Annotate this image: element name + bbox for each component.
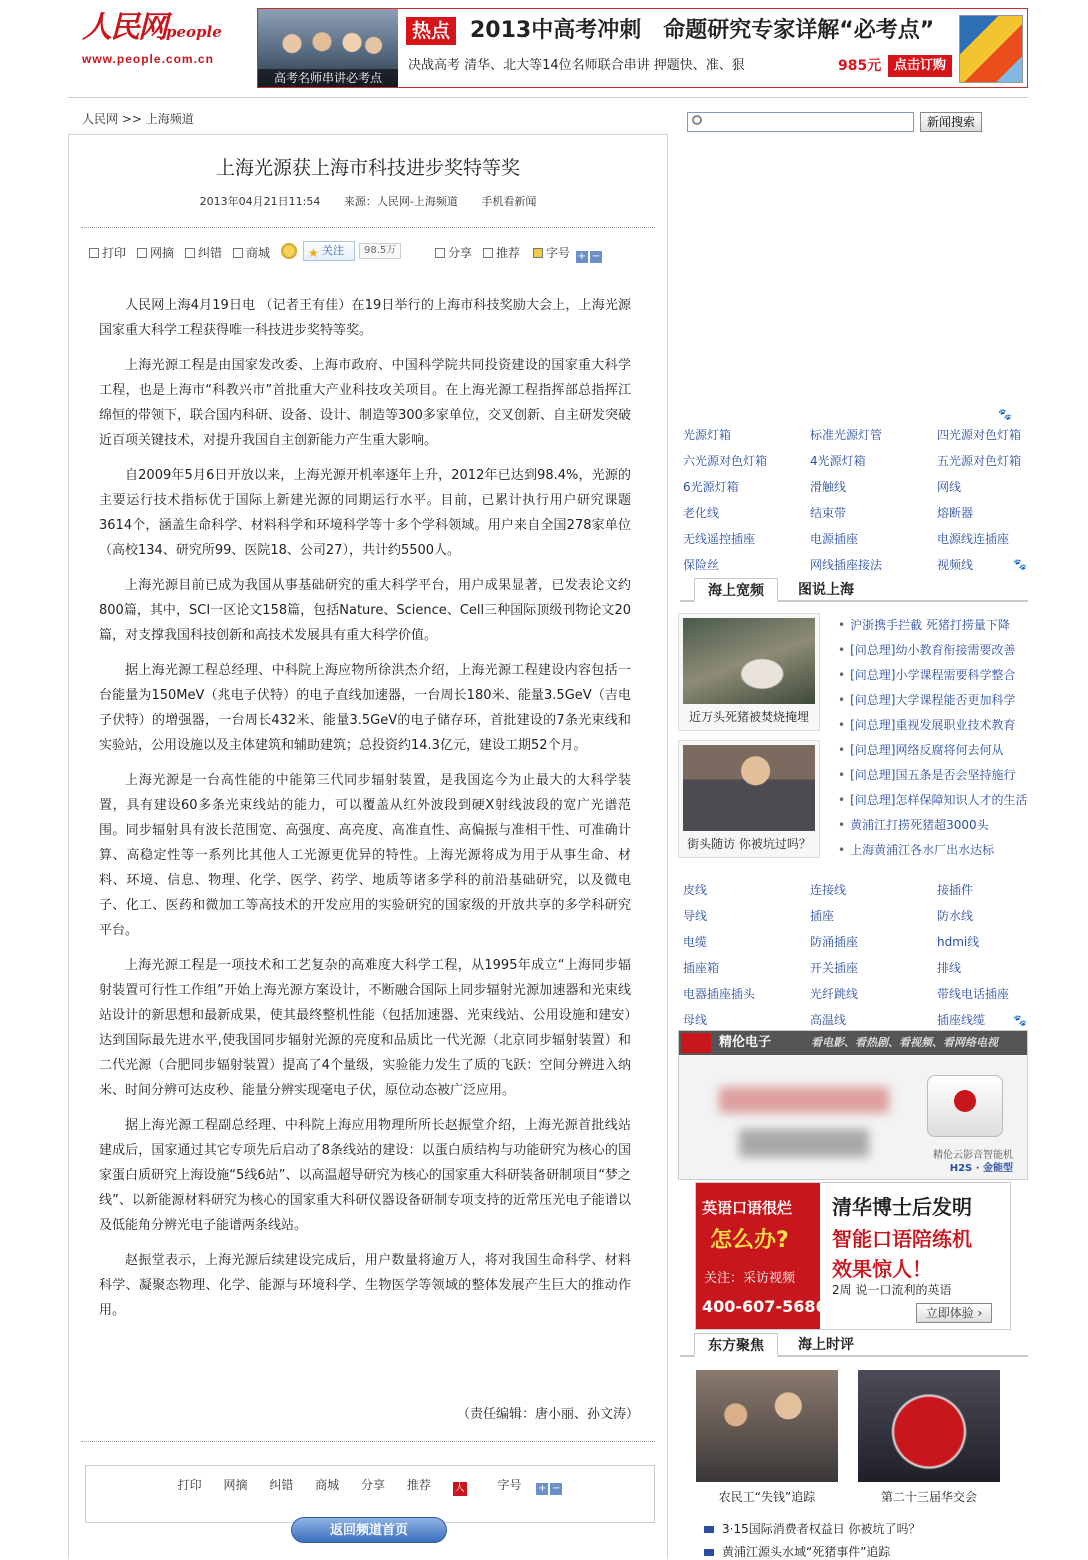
- product-link[interactable]: 皮线: [683, 883, 708, 897]
- article-panel: [68, 134, 668, 1559]
- font-decrease-button[interactable]: −: [552, 1483, 561, 1494]
- banner-photo-caption: 高考名师串讲必考点: [258, 69, 398, 87]
- news-link[interactable]: • [问总理]怎样保障知识人才的生活: [838, 791, 1027, 808]
- product-link[interactable]: 老化线: [683, 506, 720, 520]
- web-digest-button[interactable]: 网摘: [137, 244, 174, 261]
- photo-card[interactable]: [858, 1370, 1000, 1510]
- logo-brand: 人民网people: [82, 10, 222, 45]
- article-toolbar: [89, 241, 649, 263]
- people-logo[interactable]: [82, 10, 242, 70]
- paw-icon: 🐾: [1013, 1014, 1027, 1027]
- report-error-button[interactable]: 纠错: [185, 244, 222, 261]
- product-link[interactable]: 电缆: [683, 935, 708, 949]
- jinglun-logo: [681, 1033, 711, 1053]
- trade-fair-photo: [858, 1370, 1000, 1482]
- banner-subtitle: 决战高考 清华、北大等14位名师联合串讲 押题快、准、狠: [408, 58, 745, 73]
- share-button[interactable]: 分享: [435, 244, 472, 261]
- product-link[interactable]: 网线: [937, 480, 962, 494]
- ad-text: 2周 说一口流利的英语: [832, 1283, 952, 1297]
- blurred-text: [719, 1087, 889, 1113]
- print-button[interactable]: 打印: [89, 244, 126, 261]
- product-link[interactable]: 标准光源灯管: [810, 428, 883, 442]
- mail-icon: [483, 248, 493, 258]
- device-model: H2S · 金能型: [949, 1163, 1013, 1174]
- font-icon: [533, 248, 543, 258]
- focus-tabs: [680, 1333, 1028, 1357]
- product-link[interactable]: 带线电话插座: [937, 987, 1010, 1001]
- report-error-button[interactable]: 纠错: [269, 1478, 294, 1492]
- search-input[interactable]: [687, 112, 914, 132]
- product-link[interactable]: 五光源对色灯箱: [937, 454, 1022, 468]
- article-meta: [69, 193, 667, 209]
- product-link[interactable]: 六光源对色灯箱: [683, 454, 768, 468]
- ad-header: 精伦电子 看电影、看热剧、看视频、看网络电视: [679, 1031, 1027, 1055]
- tab-photo-shanghai[interactable]: 图说上海: [798, 582, 854, 598]
- photo-card[interactable]: [678, 740, 820, 858]
- product-link[interactable]: 母线: [683, 1013, 708, 1027]
- article-source[interactable]: 来源：人民网-上海频道: [343, 195, 458, 208]
- news-link[interactable]: • 沪浙携手拦截 死猪打捞量下降: [838, 616, 1010, 633]
- logo-url: www.people.com.cn: [82, 52, 214, 66]
- article-paragraph: 人民网上海4月19日电 （记者王有佳）在19日举行的上海市科技奖励大会上，上海光源国家重大科学工程获得唯一科技进步奖特等奖。: [99, 298, 631, 338]
- order-button[interactable]: 点击订购: [888, 55, 952, 77]
- news-link[interactable]: • [问总理]网络反腐将何去何从: [838, 741, 1003, 758]
- product-link[interactable]: 排线: [937, 961, 962, 975]
- follow-count: 98.5万: [359, 243, 401, 259]
- product-link[interactable]: 插座箱: [683, 961, 720, 975]
- dotted-divider: [81, 1441, 655, 1442]
- news-link[interactable]: • [问总理]大学课程能否更加科学: [838, 691, 1015, 708]
- product-link[interactable]: 导线: [683, 909, 708, 923]
- product-link[interactable]: 6光源灯箱: [683, 480, 739, 494]
- dotted-divider: [81, 227, 655, 228]
- device-label: 精伦云影音智能机: [933, 1150, 1013, 1161]
- follow-button[interactable]: ★ 关注: [303, 241, 355, 261]
- product-link[interactable]: 结束带: [810, 506, 847, 520]
- device-image: [927, 1075, 1003, 1137]
- medal-icon[interactable]: [281, 243, 297, 259]
- recommend-button[interactable]: 推荐: [406, 1478, 431, 1492]
- banner-price: 985元: [838, 58, 882, 74]
- responsible-editor: （责任编辑：唐小丽、孙文涛）: [456, 1407, 639, 1422]
- article-paragraph: 上海光源工程是由国家发改委、上海市政府、中国科学院共同投资建设的国家重大科学工程，也是上海市“科教兴市”首批重大产业科技攻关项目。在上海光源工程指挥部总指挥江绵恒的带领下，联合国内科研、设备、设计、制造等300多家单位，交叉创新、自主研发突破近百项关键技术，对提升我国自主创新能力产生重大影响。: [99, 358, 631, 448]
- mobile-news-link[interactable]: 手机看新闻: [481, 195, 537, 208]
- try-now-button[interactable]: 立即体验 ›: [916, 1303, 992, 1323]
- banner-title: 2013中高考冲刺 命题研究专家详解“必考点”: [470, 18, 935, 43]
- product-link[interactable]: 保险丝: [683, 558, 720, 572]
- product-link[interactable]: 插座: [810, 909, 835, 923]
- header-divider: [68, 97, 1028, 98]
- photo-caption: 农民工“失钱”追踪: [718, 1490, 816, 1504]
- product-link[interactable]: 防水线: [937, 909, 974, 923]
- breadcrumb-home[interactable]: 人民网: [82, 112, 119, 126]
- share-button[interactable]: 分享: [361, 1478, 386, 1492]
- photo-card[interactable]: [678, 613, 820, 731]
- product-link[interactable]: 接插件: [937, 883, 974, 897]
- video-link[interactable]: 黄浦江源头水域“死猪事件”追踪: [704, 1543, 890, 1560]
- font-size-control: 字号 + −: [533, 244, 602, 263]
- product-link[interactable]: 4光源灯箱: [810, 454, 866, 468]
- product-link[interactable]: 光纤跳线: [810, 987, 859, 1001]
- article-paragraph: 赵振堂表示，上海光源后续建设完成后，用户数量将逾万人，将对我国生命科学、材料科学、凝聚态物理、化学、能源与环境科学、生物医学等领域的整体发展产生巨大的推动作用。: [99, 1253, 631, 1318]
- print-button[interactable]: 打印: [177, 1478, 202, 1492]
- print-icon: [89, 248, 99, 258]
- share-icon: [435, 248, 445, 258]
- photo-caption: 街头随访 你被坑过吗？: [687, 837, 811, 851]
- product-link[interactable]: 开关插座: [810, 961, 859, 975]
- font-increase-button[interactable]: +: [577, 251, 587, 262]
- font-size-label: 字号 + −: [497, 1478, 561, 1494]
- book-covers-image: [959, 15, 1023, 83]
- article-title: 上海光源获上海市科技进步奖特等奖: [215, 157, 520, 179]
- ad-text: 关注：采访视频: [704, 1271, 796, 1286]
- article-paragraph: 上海光源工程是一项技术和工艺复杂的高难度大科学工程，从1995年成立“上海同步辐射装置可行性工作组”开始上海光源方案设计，不断融合国际上同步辐射光源加速器和光束线站设计的新思想和最新成果，使其最终整机性能（包括加速器、光束线站、公用设施和建安）达到国际最先进水平,使我国同步辐射光源的亮度和品质比一代光源（北京同步辐射装置）和二代光源（合肥同步辐射装置）提高了4个量级，实验能力发生了质的飞跃：空间分辨进入纳米、时间分辨可达皮秒、能量分辨实现毫电子伏，原位动态被广泛应用。: [99, 958, 631, 1098]
- article-paragraph: 上海光源目前已成为我国从事基础研究的重大科学平台，用户成果显著，已发表论文约800篇，其中，SCI一区论文158篇，包括Nature、Science、Cell三种国际顶级刊物论文20篇，对支撑我国科技创新和高技术发展具有重大科学价值。: [99, 578, 631, 643]
- ad-phone: 400-607-5686: [702, 1297, 827, 1316]
- article-paragraph: 上海光源是一台高性能的中能第三代同步辐射装置，是我国迄今为止最大的大科学装置，具有建设60多条光束线站的能力，可以覆盖从红外波段到硬X射线波段的宽广光谱范围。同步辐射具有波长范围宽、高强度、高亮度、高准直性、高偏振与准相干性、可准确计算、高稳定性等一系列比其他人工光源更优异的特性。上海光源将成为用于从事生命、材料、环境、信息、物理、化学、医学、药学、地质等诸多学科的前沿基础研究，以及微电子、化工、医药和微加工等高技术的开发应用的实验研究的国家级的开放共享的多学科研究平台。: [99, 773, 631, 938]
- ad-headline: 清华博士后发明: [832, 1195, 972, 1219]
- news-link[interactable]: • [问总理]重视发展职业技术教育: [838, 716, 1015, 733]
- article-date: 2013年04月21日11:54: [199, 195, 321, 208]
- star-icon: ★: [308, 246, 319, 260]
- product-link[interactable]: 熔断器: [937, 506, 974, 520]
- dead-pigs-photo: [683, 618, 815, 704]
- people-icon[interactable]: 人: [454, 1483, 465, 1494]
- web-digest-button[interactable]: 网摘: [223, 1478, 248, 1492]
- product-link[interactable]: 连接线: [810, 883, 847, 897]
- bookmark-icon: [137, 248, 147, 258]
- breadcrumb-channel[interactable]: 上海频道: [145, 112, 194, 126]
- product-link[interactable]: 插座线缆: [937, 1013, 986, 1027]
- product-link[interactable]: 光源灯箱: [683, 428, 732, 442]
- product-link[interactable]: 无线遥控插座: [683, 532, 756, 546]
- video-tabs: [680, 578, 1028, 602]
- article-body: [99, 293, 631, 1333]
- article-paragraph: 据上海光源工程总经理、中科院上海应物所徐洪杰介绍，上海光源工程建设内容包括一台能量为150MeV（兆电子伏特）的电子直线加速器，一台周长180米、能量3.5GeV（吉电子伏特）的增强器，一台周长432米、能量3.5GeV的电子储存环，首批建设的7条光束线和实验站，公用设施以及主体建筑和辅助建筑；总投资约14.3亿元，建设工期52个月。: [99, 663, 631, 753]
- shop-icon: [233, 248, 243, 258]
- photo-card[interactable]: [696, 1370, 838, 1510]
- news-search-button[interactable]: 新闻搜索: [920, 112, 982, 132]
- paw-icon: 🐾: [998, 408, 1012, 421]
- product-link[interactable]: 网线插座接法: [810, 558, 883, 572]
- shop-button[interactable]: 商城: [233, 244, 270, 261]
- tab-video[interactable]: 海上宽频: [694, 578, 778, 602]
- font-decrease-button[interactable]: −: [591, 251, 601, 262]
- back-to-channel-button[interactable]: 返回频道首页: [291, 1517, 447, 1543]
- blurred-text: [739, 1129, 869, 1157]
- breadcrumb: [82, 110, 194, 127]
- article-paragraph: 自2009年5月6日开放以来，上海光源开机率逐年上升，2012年已达到98.4%，光源的主要运行技术指标优于国际上新建光源的同期运行水平。目前，已累计执行用户研究课题3614个，涵盖生命科学、材料科学和环境科学等十多个学科领域。用户来自全国278家单位（高校134、研究所99、医院18、公司27），共计约5500人。: [99, 468, 631, 558]
- banner-photo: [258, 9, 398, 87]
- product-link[interactable]: 滑触线: [810, 480, 847, 494]
- article-paragraph: 据上海光源工程副总经理、中科院上海应用物理所所长赵振堂介绍，上海光源首批线站建成后，国家通过其它专项先后启动了8条线站的建设：以蛋白质结构与功能研究为核心的国家蛋白质研究上海设施“5线6站”、以高温超导研究为核心的国家重大科研装备研制项目“梦之线”、以新能源材料研究为核心的国家重大科研仪器设备研制专项支持的近常压光电子能谱以及低能角分辨光电子能谱两条线站。: [99, 1118, 631, 1233]
- photo-caption: 第二十三届华交会: [880, 1490, 977, 1504]
- product-link[interactable]: 防涌插座: [810, 935, 859, 949]
- breadcrumb-separator: >>: [121, 112, 142, 126]
- video-camera-icon: [704, 1526, 714, 1533]
- paw-icon: 🐾: [1013, 558, 1027, 571]
- product-link[interactable]: 视频线: [937, 558, 974, 572]
- top-banner-ad[interactable]: [257, 8, 1028, 88]
- tab-east-focus[interactable]: 东方聚焦: [694, 1333, 778, 1357]
- product-link[interactable]: 电器插座插头: [683, 987, 756, 1001]
- search-icon: [692, 115, 702, 125]
- photo-caption: 近万头死猪被焚烧掩埋: [688, 710, 809, 724]
- bottom-toolbar: [85, 1465, 655, 1523]
- news-link[interactable]: • 黄浦江打捞死猪超3000头: [838, 816, 989, 833]
- recommend-button[interactable]: 推荐: [483, 244, 520, 261]
- product-link[interactable]: 电源线连插座: [937, 532, 1010, 546]
- font-increase-button[interactable]: +: [538, 1483, 547, 1494]
- product-link[interactable]: 高温线: [810, 1013, 847, 1027]
- street-interview-photo: [683, 745, 815, 831]
- jinglun-ad[interactable]: [678, 1030, 1028, 1180]
- video-camera-icon: [704, 1549, 714, 1556]
- shop-button[interactable]: 商城: [315, 1478, 340, 1492]
- news-link[interactable]: • 上海黄浦江各水厂出水达标: [838, 841, 994, 858]
- ad-text: 英语口语很烂: [702, 1199, 793, 1217]
- migrant-worker-photo: [696, 1370, 838, 1482]
- product-link[interactable]: hdmi线: [937, 935, 980, 949]
- mail-icon: [185, 248, 195, 258]
- ad-headline: 智能口语陪练机: [832, 1227, 972, 1251]
- news-link[interactable]: • [问总理]国五条是否会坚持施行: [838, 766, 1015, 783]
- product-link[interactable]: 电源插座: [810, 532, 859, 546]
- hot-badge: 热点: [406, 17, 456, 45]
- news-link[interactable]: • [问总理]幼小教育衔接需要改善: [838, 641, 1015, 658]
- ad-headline: 效果惊人！: [832, 1257, 932, 1281]
- product-link[interactable]: 四光源对色灯箱: [937, 428, 1022, 442]
- tab-commentary[interactable]: 海上时评: [798, 1337, 854, 1353]
- ad-text: 怎么办?: [710, 1228, 789, 1253]
- news-link[interactable]: • [问总理]小学课程需要科学整合: [838, 666, 1015, 683]
- video-link[interactable]: 3·15国际消费者权益日 你被坑了吗？: [704, 1520, 921, 1537]
- english-ad[interactable]: [695, 1182, 1011, 1330]
